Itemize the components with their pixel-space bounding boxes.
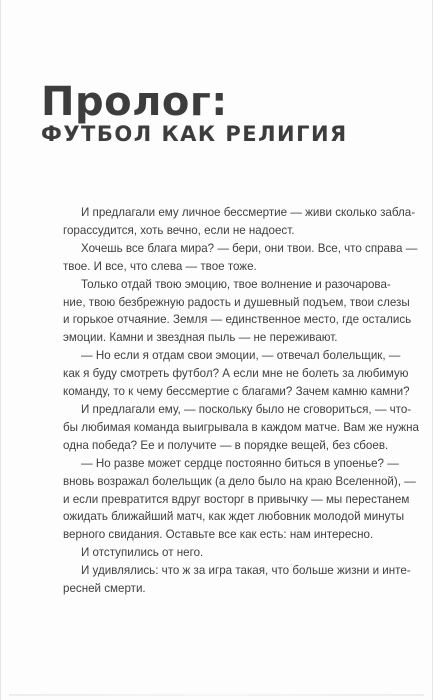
text-line: и горькое отчаяние. Земля — единственное место, где остались bbox=[63, 313, 412, 327]
text-line: И предлагали ему, — поскольку было не сговориться, — что- bbox=[81, 402, 412, 416]
text-line: и если превратится вдруг восторг в привычку — мы перестанем bbox=[63, 492, 410, 506]
body-text bbox=[63, 204, 419, 598]
text-line: ресней смерти. bbox=[63, 582, 146, 596]
chapter-title: Пролог: bbox=[41, 79, 228, 125]
text-line: И удивлялись: что ж за игра такая, что больше жизни и инте- bbox=[81, 564, 411, 578]
text-line: ние, твою безбрежную радость и душевный подъем, твои слезы bbox=[63, 295, 410, 309]
text-line: бы любимая команда выигрывала в каждом матче. Вам же нужна bbox=[63, 420, 419, 434]
text-line: как я буду смотреть футбол? А если мне не болеть за любимую bbox=[63, 367, 409, 381]
text-line: И отступились от него. bbox=[81, 546, 204, 560]
page-bottom-edge bbox=[9, 694, 424, 696]
text-line: твое. И все, что слева — твое тоже. bbox=[63, 259, 257, 273]
text-line: эмоции. Камни и звездная пыль — не переживают. bbox=[63, 331, 338, 345]
text-line: горассудится, хоть вечно, если не надоест. bbox=[63, 223, 295, 237]
chapter-subtitle: ФУТБОЛ КАК РЕЛИГИЯ bbox=[41, 122, 348, 146]
text-line: Только отдай твою эмоцию, твое волнение и разочарова- bbox=[81, 277, 391, 291]
text-line: И предлагали ему личное бессмертие — живи сколько забла- bbox=[81, 206, 416, 219]
text-line: верного свидания. Оставьте все как есть: нам интересно. bbox=[63, 528, 374, 542]
text-line: — Но если я отдам свои эмоции, — отвечал болельщик, — bbox=[81, 349, 401, 363]
text-line: команду, то к чему бессмертие с благами? Зачем камню камни? bbox=[63, 385, 410, 399]
text-line: вновь возражал болельщик (а дело было на краю Вселенной), — bbox=[63, 474, 416, 488]
text-line: — Но разве может сердце постоянно биться в упоенье? — bbox=[81, 456, 399, 470]
text-line: ожидать ближайший матч, как ждет любовник молодой минуты bbox=[63, 510, 405, 524]
text-line: одна победа? Ее и получите — в порядке вещей, без сбоев. bbox=[63, 438, 389, 452]
text-line: Хочешь все блага мира? — бери, они твои. Все, что справа — bbox=[81, 241, 418, 255]
